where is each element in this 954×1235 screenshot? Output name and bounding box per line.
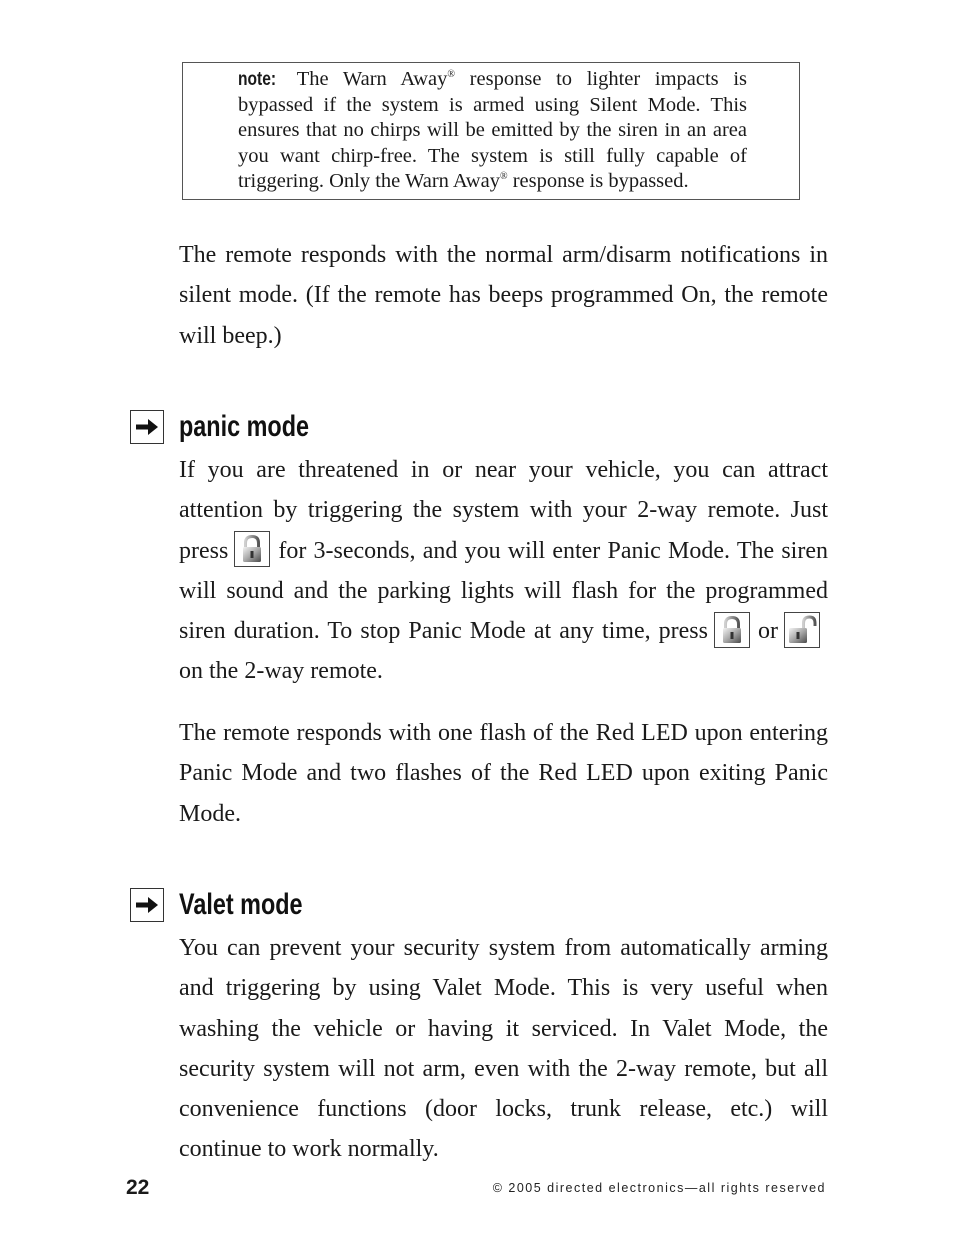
valet-mode-paragraph: You can prevent your security system from automatically arming and triggering by using Valet Mode. This is very useful when washing the vehicle or having it serviced. In Valet Mode, the security system will not arm, even with the 2-way remote, but all convenience functions (door locks, trunk release, etc.) will continue to work normally. (179, 935, 828, 1163)
unlock-button[interactable] (784, 612, 820, 648)
registered-mark: ® (447, 69, 456, 80)
lock-button[interactable] (234, 531, 270, 567)
panic-text: on the 2-way remote. (179, 658, 383, 685)
unlock-icon (785, 613, 819, 647)
panic-mode-title: panic mode (179, 410, 310, 443)
panic-text: for 3-seconds, and you will enter Panic Mode. The siren will sound and the parking lights will flash for the programmed siren duration. To stop Panic Mode at any time, press (179, 537, 828, 645)
panic-led-paragraph: The remote responds with one flash of the Red LED upon entering Panic Mode and two flashes of the Red LED upon exiting Panic Mode. (179, 720, 828, 827)
panic-mode-heading (130, 408, 310, 446)
note-text-part: The Warn Away (282, 68, 448, 90)
panic-text: or (758, 618, 778, 645)
right-arrow-icon (130, 888, 164, 922)
note-box (182, 62, 800, 200)
note-text-part: response to lighter impacts is bypassed if the system is armed using Silent Mode. This ensures that no chirps will be emitted by the siren in an area you want chirp-free. The system is still fully capable of triggering. Only the Warn Away (238, 68, 747, 193)
registered-mark: ® (499, 171, 508, 183)
lock-icon (715, 613, 749, 647)
copyright-notice: © 2005 directed electronics—all rights reserved (492, 1181, 826, 1195)
valet-mode-title: Valet mode (179, 888, 303, 921)
page-number: 22 (126, 1176, 150, 1199)
panic-mode-paragraph (179, 450, 828, 692)
right-arrow-icon (130, 410, 164, 444)
note-label: note: (238, 69, 277, 90)
silent-mode-paragraph: The remote responds with the normal arm/disarm notifications in silent mode. (If the remote has beeps programmed On, the remote will beep.) (179, 242, 828, 349)
lock-button[interactable] (714, 612, 750, 648)
panic-text: If you are threatened in or near your vehicle, you can attract attention by triggering the system with your 2-way remote. Just press (179, 457, 828, 564)
valet-mode-heading (130, 886, 303, 924)
note-text-part: response is bypassed. (507, 170, 689, 193)
note-text (238, 67, 747, 195)
lock-icon (235, 532, 269, 566)
